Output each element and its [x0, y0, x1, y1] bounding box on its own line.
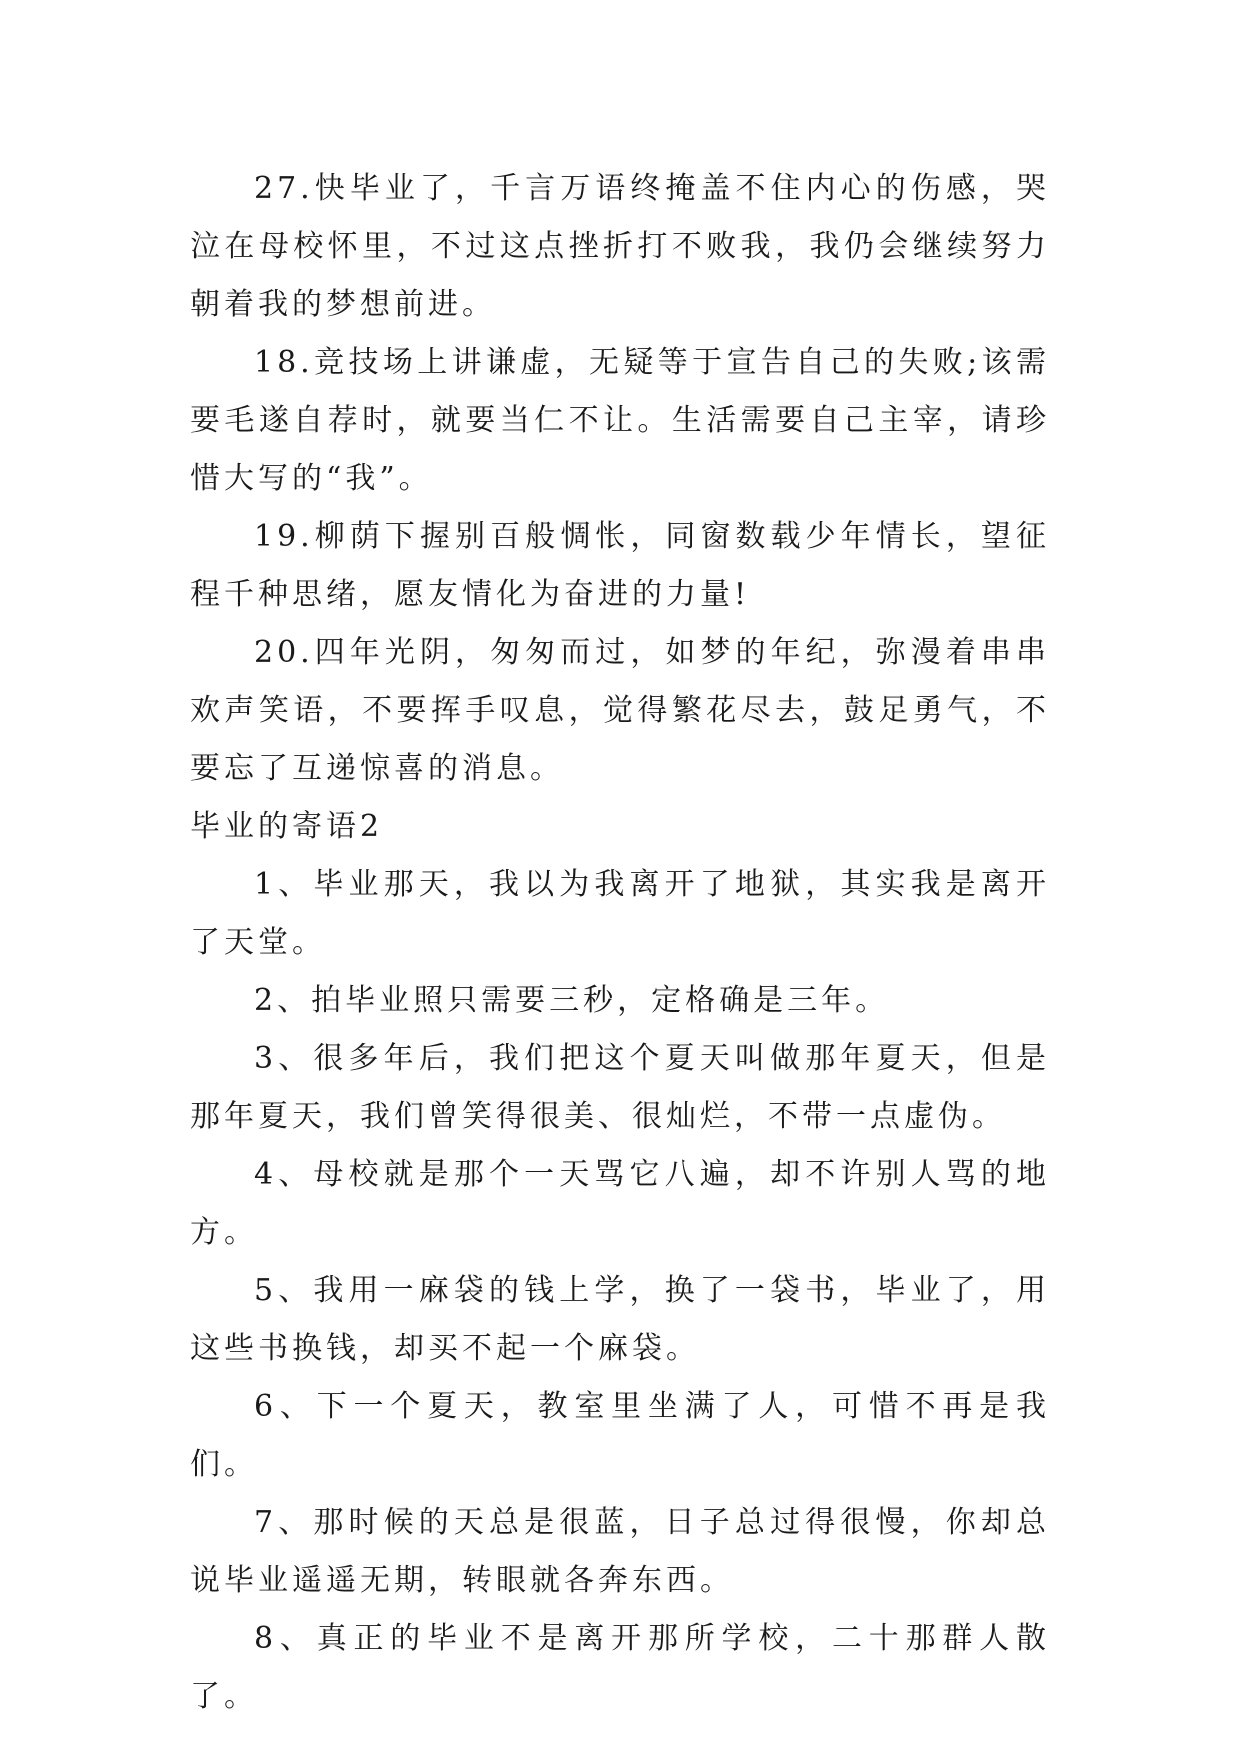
paragraph: 19.柳荫下握别百般惆怅，同窗数载少年情长，望征程千种思绪，愿友情化为奋进的力量!: [190, 519, 1050, 612]
paragraph: 4、母校就是那个一天骂它八遍，却不许别人骂的地方。: [190, 1157, 1050, 1250]
paragraph: 20.四年光阴，匆匆而过，如梦的年纪，弥漫着串串欢声笑语，不要挥手叹息，觉得繁花尽去，鼓足勇气，不要忘了互递惊喜的消息。: [190, 635, 1050, 786]
paragraph: 5、我用一麻袋的钱上学，换了一袋书，毕业了，用这些书换钱，却买不起一个麻袋。: [190, 1273, 1050, 1366]
paragraph: 27.快毕业了，千言万语终掩盖不住内心的伤感，哭泣在母校怀里，不过这点挫折打不败我，我仍会继续努力朝着我的梦想前进。: [190, 171, 1050, 322]
section-heading: 毕业的寄语2: [190, 809, 384, 844]
paragraph: 8、真正的毕业不是离开那所学校，二十那群人散了。: [190, 1621, 1050, 1714]
paragraph: 2、拍毕业照只需要三秒，定格确是三年。: [254, 983, 890, 1018]
paragraph: 18.竞技场上讲谦虚，无疑等于宣告自己的失败;该需要毛遂自荐时，就要当仁不让。生活需要自己主宰，请珍惜大写的“我”。: [190, 345, 1050, 496]
document-body: [190, 160, 1050, 1726]
paragraph: 7、那时候的天总是很蓝，日子总过得很慢，你却总说毕业遥遥无期，转眼就各奔东西。: [190, 1505, 1050, 1598]
paragraph: 1、毕业那天，我以为我离开了地狱，其实我是离开了天堂。: [190, 867, 1050, 960]
paragraph: 6、下一个夏天，教室里坐满了人，可惜不再是我们。: [190, 1389, 1050, 1482]
paragraph: 3、很多年后，我们把这个夏天叫做那年夏天，但是那年夏天，我们曾笑得很美、很灿烂，不带一点虚伪。: [190, 1041, 1050, 1134]
